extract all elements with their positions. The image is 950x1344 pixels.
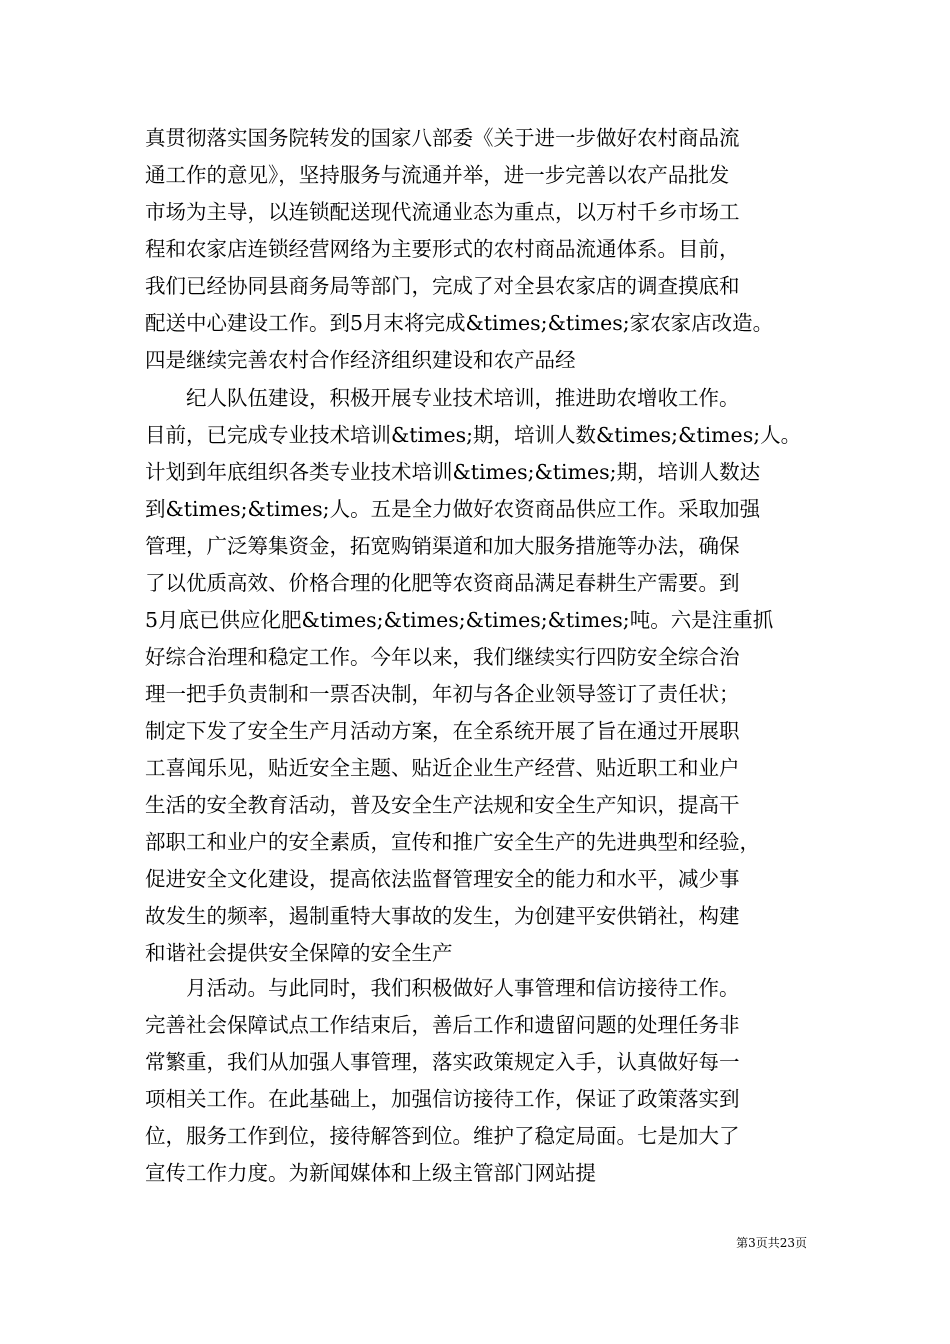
text-line: 完善社会保障试点工作结束后，善后工作和遗留问题的处理任务非 [145,1013,740,1037]
text-line: 市场为主导，以连锁配送现代流通业态为重点，以万村千乡市场工 [145,200,740,224]
text-line: 配送中心建设工作。到5月末将完成&times;&times;家农家店改造。 [145,311,774,335]
text-line: 制定下发了安全生产月活动方案，在全系统开展了旨在通过开展职 [145,719,740,743]
text-line: 管理，广泛筹集资金，拓宽购销渠道和加大服务措施等办法，确保 [145,534,740,558]
page-number-footer: 第3页共23页 [736,1236,807,1250]
text-line: 和谐社会提供安全保障的安全生产 [145,941,453,965]
text-line: 好综合治理和稳定工作。今年以来，我们继续实行四防安全综合治 [145,645,740,669]
text-line: 到&times;&times;人。五是全力做好农资商品供应工作。采取加强 [145,497,761,521]
text-line: 促进安全文化建设，提高依法监督管理安全的能力和水平，减少事 [145,867,740,891]
text-line: 月活动。与此同时，我们积极做好人事管理和信访接待工作。 [186,976,740,1000]
text-line: 程和农家店连锁经营网络为主要形式的农村商品流通体系。目前， [145,237,740,261]
paragraph-3 [145,970,807,1192]
text-line: 常繁重，我们从加强人事管理，落实政策规定入手，认真做好每一 [145,1050,740,1074]
text-line: 计划到年底组织各类专业技术培训&times;&times;期，培训人数达 [145,460,761,484]
text-line: 通工作的意见》，坚持服务与流通并举，进一步完善以农产品批发 [145,163,730,187]
paragraph-2 [145,380,807,972]
text-line: 我们已经协同县商务局等部门，完成了对全县农家店的调查摸底和 [145,274,740,298]
text-line: 理一把手负责制和一票否决制，年初与各企业领导签订了责任状； [145,682,740,706]
text-line: 宣传工作力度。为新闻媒体和上级主管部门网站提 [145,1161,596,1185]
text-line: 5月底已供应化肥&times;&times;&times;&times;吨。六是注重抓 [145,608,774,632]
text-line: 位，服务工作到位，接待解答到位。维护了稳定局面。七是加大了 [145,1124,740,1148]
paragraph-1 [145,120,807,379]
text-line: 纪人队伍建设，积极开展专业技术培训，推进助农增收工作。 [186,386,740,410]
text-line: 工喜闻乐见，贴近安全主题、贴近企业生产经营、贴近职工和业户 [145,756,740,780]
text-line: 项相关工作。在此基础上，加强信访接待工作，保证了政策落实到 [145,1087,740,1111]
text-line: 部职工和业户的安全素质，宣传和推广安全生产的先进典型和经验， [145,830,760,854]
text-line: 故发生的频率，遏制重特大事故的发生，为创建平安供销社，构建 [145,904,740,928]
text-line: 生活的安全教育活动，普及安全生产法规和安全生产知识，提高干 [145,793,740,817]
text-line: 真贯彻落实国务院转发的国家八部委《关于进一步做好农村商品流 [145,126,740,150]
text-line: 目前，已完成专业技术培训&times;期，培训人数&times;&times;人。 [145,423,802,447]
text-line: 四是继续完善农村合作经济组织建设和农产品经 [145,348,576,372]
text-line: 了以优质高效、价格合理的化肥等农资商品满足春耕生产需要。到 [145,571,740,595]
